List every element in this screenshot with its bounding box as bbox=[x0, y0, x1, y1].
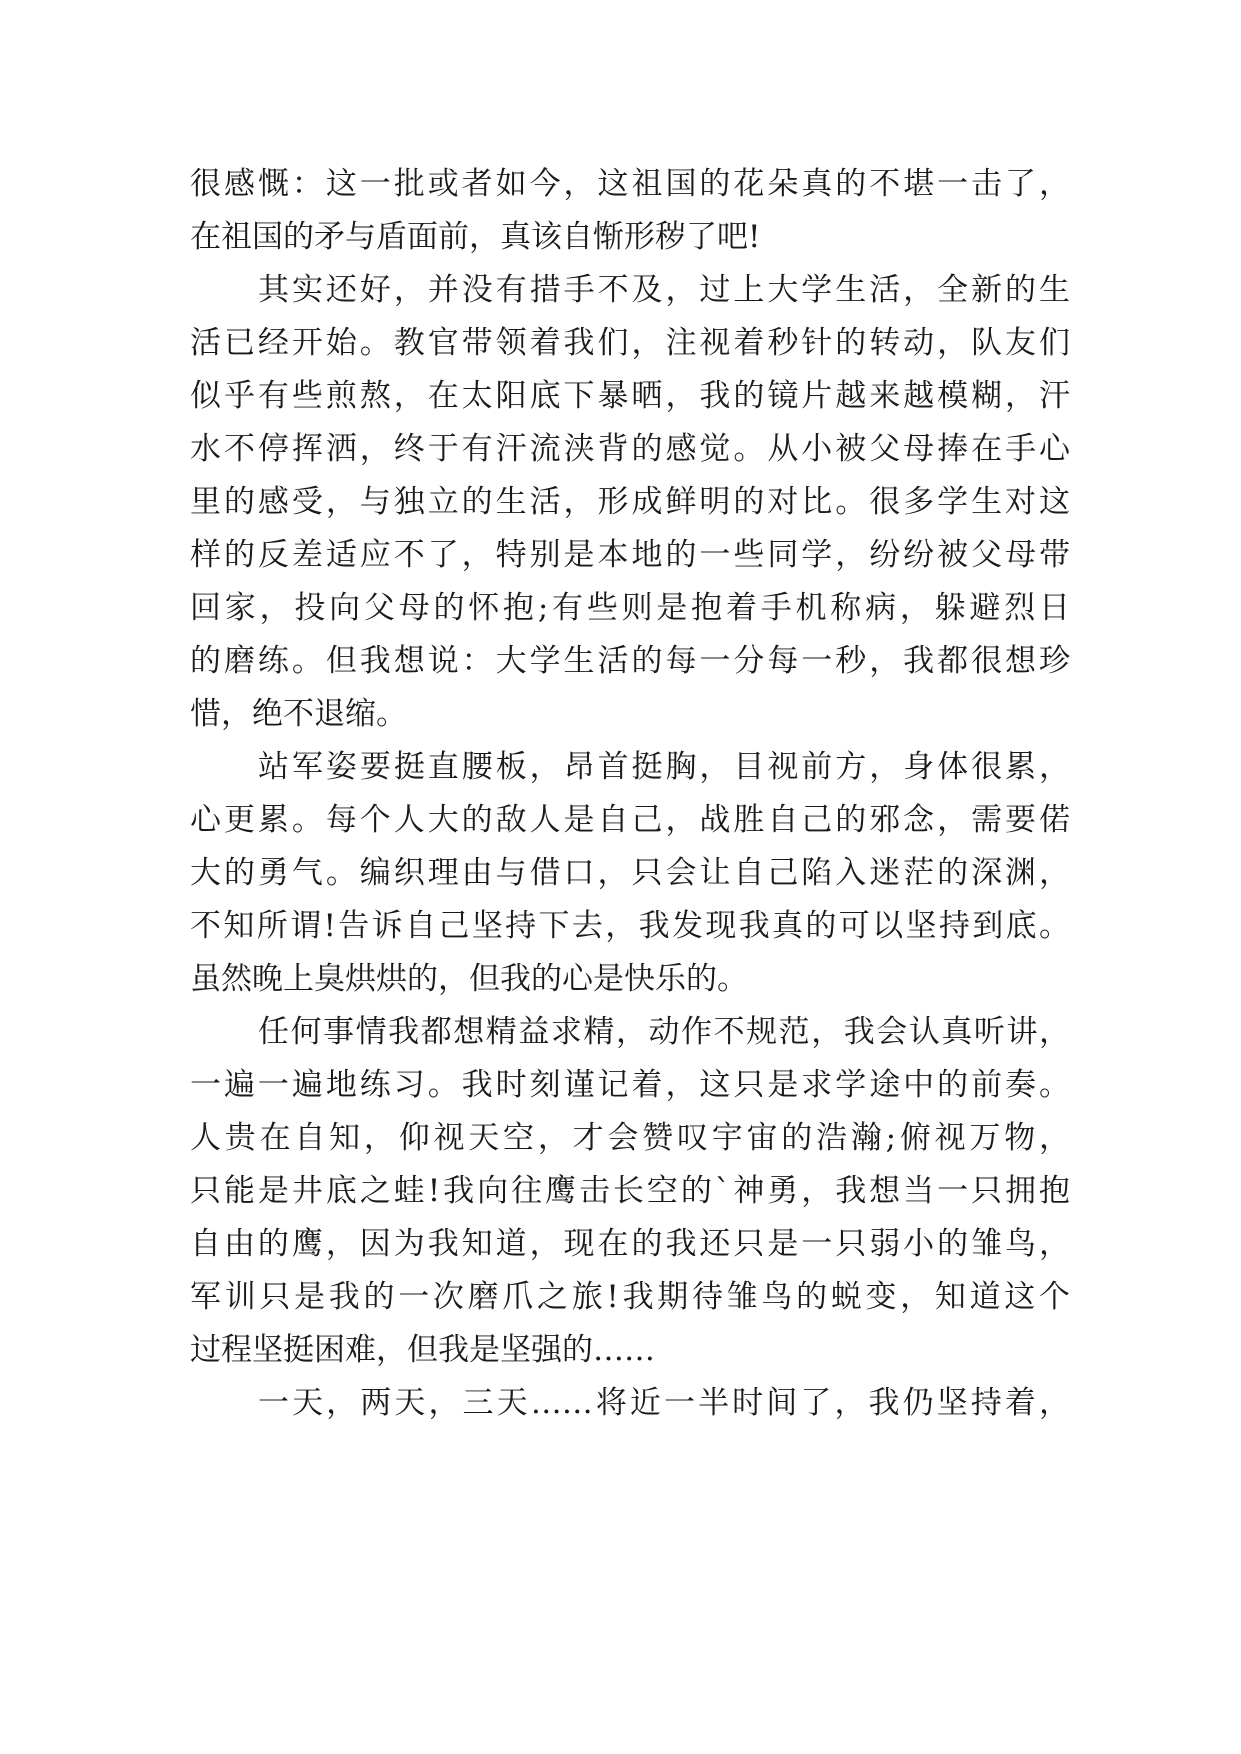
text-line: 大的勇气。编织理由与借口，只会让自己陷入迷茫的深渊， bbox=[190, 855, 1070, 891]
paragraph-start-line: 任何事情我都想精益求精，动作不规范，我会认真听讲， bbox=[258, 1014, 1070, 1050]
text-line: 样的反差适应不了，特别是本地的一些同学，纷纷被父母带 bbox=[190, 537, 1070, 573]
text-line: 水不停挥洒，终于有汗流浃背的感觉。从小被父母捧在手心 bbox=[190, 431, 1070, 467]
paragraph-start-line: 其实还好，并没有措手不及，过上大学生活，全新的生 bbox=[258, 272, 1070, 308]
text-line: 只能是井底之蛙!我向往鹰击长空的`神勇，我想当一只拥抱 bbox=[190, 1173, 1070, 1209]
text-line: 似乎有些煎熬，在太阳底下暴晒，我的镜片越来越模糊，汗 bbox=[190, 378, 1070, 414]
text-line: 活已经开始。教官带领着我们，注视着秒针的转动，队友们 bbox=[190, 325, 1070, 361]
text-line: 虽然晚上臭烘烘的，但我的心是快乐的。 bbox=[190, 961, 748, 997]
text-line: 在祖国的矛与盾面前，真该自惭形秽了吧! bbox=[190, 219, 761, 255]
text-line: 自由的鹰，因为我知道，现在的我还只是一只弱小的雏鸟， bbox=[190, 1226, 1070, 1262]
paragraph-start-line: 一天，两天，三天……将近一半时间了，我仍坚持着， bbox=[258, 1385, 1070, 1421]
text-line: 很感慨：这一批或者如今，这祖国的花朵真的不堪一击了， bbox=[190, 166, 1070, 202]
text-line: 的磨练。但我想说：大学生活的每一分每一秒，我都很想珍 bbox=[190, 643, 1070, 679]
text-line: 军训只是我的一次磨爪之旅!我期待雏鸟的蜕变，知道这个 bbox=[190, 1279, 1070, 1315]
body-text bbox=[190, 158, 1070, 1430]
paragraph-start-line: 站军姿要挺直腰板，昂首挺胸，目视前方，身体很累， bbox=[258, 749, 1070, 785]
text-line: 心更累。每个人大的敌人是自己，战胜自己的邪念，需要偌 bbox=[190, 802, 1070, 838]
text-line: 不知所谓!告诉自己坚持下去，我发现我真的可以坚持到底。 bbox=[190, 908, 1070, 944]
text-line: 里的感受，与独立的生活，形成鲜明的对比。很多学生对这 bbox=[190, 484, 1070, 520]
text-line: 过程坚挺困难，但我是坚强的…… bbox=[190, 1332, 655, 1368]
text-line: 回家，投向父母的怀抱;有些则是抱着手机称病，躲避烈日 bbox=[190, 590, 1070, 626]
text-line: 一遍一遍地练习。我时刻谨记着，这只是求学途中的前奏。 bbox=[190, 1067, 1070, 1103]
text-line: 惜，绝不退缩。 bbox=[190, 696, 407, 732]
text-line: 人贵在自知，仰视天空，才会赞叹宇宙的浩瀚;俯视万物， bbox=[190, 1120, 1070, 1156]
